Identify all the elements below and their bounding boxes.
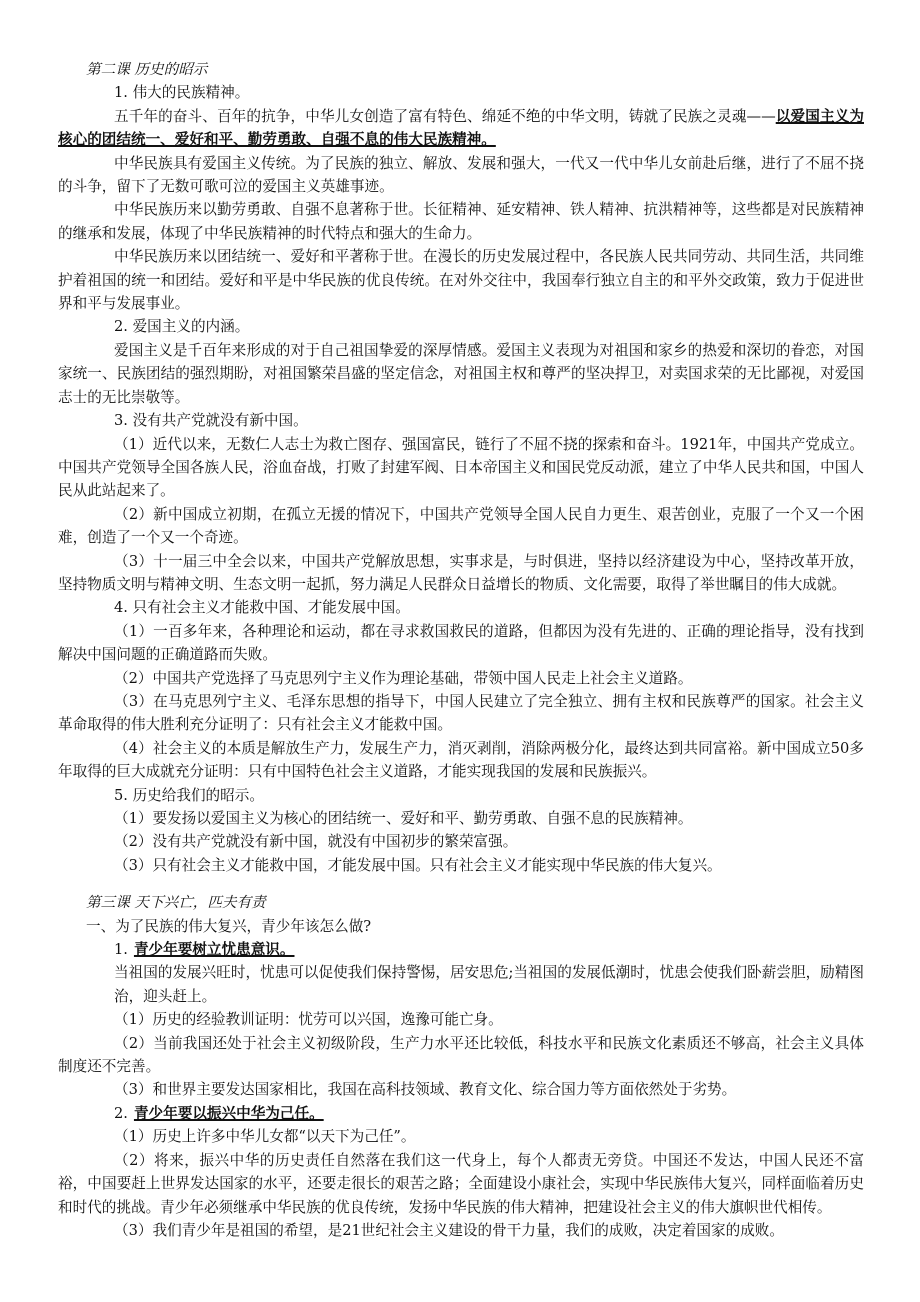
section4-title: 4. 只有社会主义才能救中国、才能发展中国。 [114,599,410,617]
section1-title: 1. 伟大的民族精神。 [114,84,250,102]
section1-para4: 中华民族历来以团结统一、爱好和平著称于世。在漫长的历史发展过程中，各民族人民共同劳动、共同生活，共同维护着祖国的统一和团结。爱好和平是中华民族的优良传统。在对外交往中，我国奉行独立自主的和平外交政策，致力于促进世界和平与发展事业。 [58,248,864,313]
lesson3-question: 一、为了民族的伟大复兴，青少年该怎么做? [86,917,372,935]
topic2-number: 2. [114,1104,128,1122]
section5-item1: （1）要发扬以爱国主义为核心的团结统一、爱好和平、勤劳勇敢、自强不息的民族精神。 [114,810,693,827]
topic2-item2: （2）将来，振兴中华的历史责任自然落在我们这一代身上，每个人都责无旁贷。中国还不发达，中国人民还不富裕，中国要赶上世界发达国家的水平，还要走很长的艰苦之路；全面建设小康社会，实现中华民族伟大复兴，同样面临着历史和时代的挑战。青少年必须继承中华民族的优良传统，发扬中华民族的伟大精神，把建设社会主义的伟大旗帜世代相传。 [58,1151,864,1216]
section3-title: 3. 没有共产党就没有新中国。 [114,412,308,430]
section5-item3: （3）只有社会主义才能救中国，才能发展中国。只有社会主义才能实现中华民族的伟大复兴。 [114,856,722,874]
section5-title: 5. 历史给我们的昭示。 [114,786,264,804]
lesson3-title: 第三课 天下兴亡，匹夫有责 [86,894,266,912]
section4-item3: （3）在马克思列宁主义、毛泽东思想的指导下，中国人民建立了完全独立、拥有主权和民族尊严的国家。社会主义革命取得的伟大胜利充分证明了：只有社会主义才能救中国。 [58,692,864,734]
lesson2-title: 第二课 历史的昭示 [86,61,208,78]
section2-para1: 爱国主义是千百年来形成的对于自己祖国挚爱的深厚情感。爱国主义表现为对祖国和家乡的热爱和深切的眷恋，对国家统一、民族团结的强烈期盼，对祖国繁荣昌盛的坚定信念，对祖国主权和尊严的坚决捍卫，对卖国求荣的无比鄙视，对爱国志士的无比崇敬等。 [58,341,864,406]
section4-item1: （1）一百多年来，各种理论和运动，都在寻求救国救民的道路，但都因为没有先进的、正确的理论指导，没有找到解决中国问题的正确道路而失败。 [58,622,864,664]
topic1-label: 青少年要树立忧患意识。 [133,941,295,959]
section2-title: 2. 爱国主义的内涵。 [114,318,250,336]
section3-item3: （3）十一届三中全会以来，中国共产党解放思想，实事求是，与时俱进，坚持以经济建设为中心，坚持改革开放，坚持物质文明与精神文明、生态文明一起抓，努力满足人民群众日益增长的物质、文化需要，取得了举世瞩目的伟大成就。 [58,552,864,593]
topic2-item1: （1）历史上许多中华儿女都“以天下为己任”。 [114,1128,416,1146]
topic1-item1: （1）历史的经验教训证明：忧劳可以兴国，逸豫可能亡身。 [114,1011,503,1029]
topic1-title [58,938,864,961]
section4-item2: （2）中国共产党选择了马克思列宁主义作为理论基础，带领中国人民走上社会主义道路。 [114,669,693,687]
section5-item2: （2）没有共产党就没有新中国，就没有中国初步的繁荣富强。 [114,833,518,851]
section3-item1: （1）近代以来，无数仁人志士为救亡图存、强国富民，链行了不屈不挠的探索和奋斗。1921年，中国共产党成立。中国共产党领导全国各族人民，浴血奋战，打败了封建军阀、日本帝国主义和国民党反动派，建立了中华人民共和国，中国人民从此站起来了。 [58,435,864,500]
topic1-item2: （2）当前我国还处于社会主义初级阶段，生产力水平还比较低，科技水平和民族文化素质还不够高，社会主义具体制度还不完善。 [58,1034,864,1076]
document-page [58,58,864,1242]
topic1-number: 1. [114,941,128,959]
topic2-item3: （3）我们青少年是祖国的希望，是21世纪社会主义建设的骨干力量，我们的成败，决定着国家的成败。 [114,1221,784,1239]
topic2-title [58,1102,864,1125]
topic2-label: 青少年要以振兴中华为己任。 [133,1104,324,1122]
topic1-para1: 当祖国的发展兴旺时，忧患可以促使我们保持警惕，居安思危;当祖国的发展低潮时，忧患会使我们卧薪尝胆，励精图治，迎头赶上。 [114,964,864,1005]
section4-item4: （4）社会主义的本质是解放生产力，发展生产力，消灭剥削，消除两极分化，最终达到共同富裕。新中国成立50多年取得的巨大成就充分证明：只有中国特色社会主义道路，才能实现我国的发展和民族振兴。 [58,739,864,781]
section1-para3: 中华民族历来以勤劳勇敢、自强不息著称于世。长征精神、延安精神、铁人精神、抗洪精神等，这些都是对民族精神的继承和发展，体现了中华民族精神的时代特点和强大的生命力。 [58,201,864,242]
section3-item2: （2）新中国成立初期，在孤立无援的情况下，中国共产党领导全国人民自力更生、艰苦创业，克服了一个又一个困难，创造了一个又一个奇迹。 [58,505,864,547]
section1-para1-text: 五千年的奋斗、百年的抗争，中华儿女创造了富有特色、绵延不绝的中华文明，铸就了民族之灵魂—— [114,107,776,125]
section1-para1 [58,105,864,152]
section1-para2: 中华民族具有爱国主义传统。为了民族的独立、解放、发展和强大，一代又一代中华儿女前赴后继，进行了不屈不挠的斗争，留下了无数可歌可泣的爱国主义英雄事迹。 [58,154,864,196]
national-spirit-highlight: 以爱国主义为核心的团结统一、爱好和平、勤劳勇敢、自强不息的伟大民族精神。 [58,107,864,149]
topic1-item3: （3）和世界主要发达国家相比，我国在高科技领域、教育文化、综合国力等方面依然处于劣势。 [114,1081,737,1099]
